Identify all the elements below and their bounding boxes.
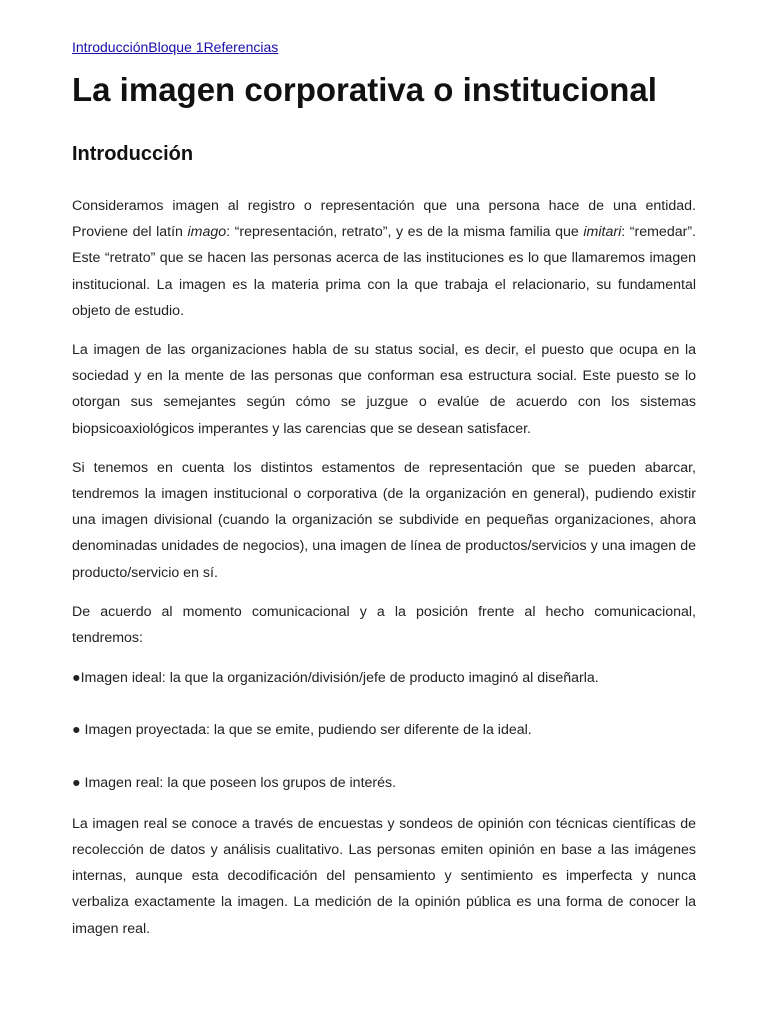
section-heading: Introducción (72, 143, 194, 165)
paragraph-1-text-c: : “remedar”. Este “retrato” que se hacen las personas acerca de las instituciones es lo que llamaremos imagen institucional. La imagen es la materia prima con la que trabaja el relacionario, su fundamental objeto de estudio. (72, 224, 696, 319)
page-title: La imagen corporativa o institucional (72, 71, 657, 108)
paragraph-5: La imagen real se conoce a través de encuestas y sondeos de opinión con técnicas científicas de recolección de datos y análisis cualitativo. Las personas emiten opinión en base a las imágenes internas, aunque esta decodificación del pensamiento y sentimiento es imperfecta y nunca verbaliza exactamente la imagen. La medición de la opinión pública es una forma de conocer la imagen real. (72, 815, 696, 937)
breadcrumb-nav (72, 38, 696, 56)
term-imitari: imitari (583, 224, 622, 241)
paragraph-1-text-a: Consideramos imagen al registro o representación que una persona hace de una entidad. Proviene del latín (72, 198, 696, 241)
bullet-imagen-proyectada: ● Imagen proyectada: la que se emite, pudiendo ser diferente de la ideal. (72, 722, 532, 739)
nav-link-introduccion[interactable]: Introducción (72, 39, 149, 55)
paragraph-3: Si tenemos en cuenta los distintos estamentos de representación que se pueden abarcar, tendremos la imagen institucional o corporativa (de la organización en general), pudiendo existir una imagen divisional (cuando la organización se subdivide en pequeñas organizaciones, ahora denominadas unidades de negocios), una imagen de línea de productos/servicios y una imagen de producto/servicio en sí. (72, 459, 696, 581)
term-imago: imago (187, 224, 227, 241)
paragraph-2: La imagen de las organizaciones habla de su status social, es decir, el puesto que ocupa en la sociedad y en la mente de las personas que conforman esa estructura social. Este puesto se lo otorgan sus semejantes según cómo se juzgue o evalúe de acuerdo con los sistemas biopsicoaxiológicos imperantes y las carencias que se desean satisfacer. (72, 342, 696, 437)
nav-link-bloque-1[interactable]: Bloque 1 (148, 39, 204, 55)
bullet-imagen-ideal: ●Imagen ideal: la que la organización/división/jefe de producto imaginó al diseñarla. (72, 670, 599, 687)
bullet-imagen-real: ● Imagen real: la que poseen los grupos de interés. (72, 774, 397, 791)
paragraph-1-text-b: : “representación, retrato”, y es de la misma familia que (226, 224, 584, 241)
paragraph-1 (72, 193, 696, 324)
nav-link-referencias[interactable]: Referencias (203, 39, 279, 55)
paragraph-4: De acuerdo al momento comunicacional y a la posición frente al hecho comunicacional, tendremos: (72, 603, 696, 647)
